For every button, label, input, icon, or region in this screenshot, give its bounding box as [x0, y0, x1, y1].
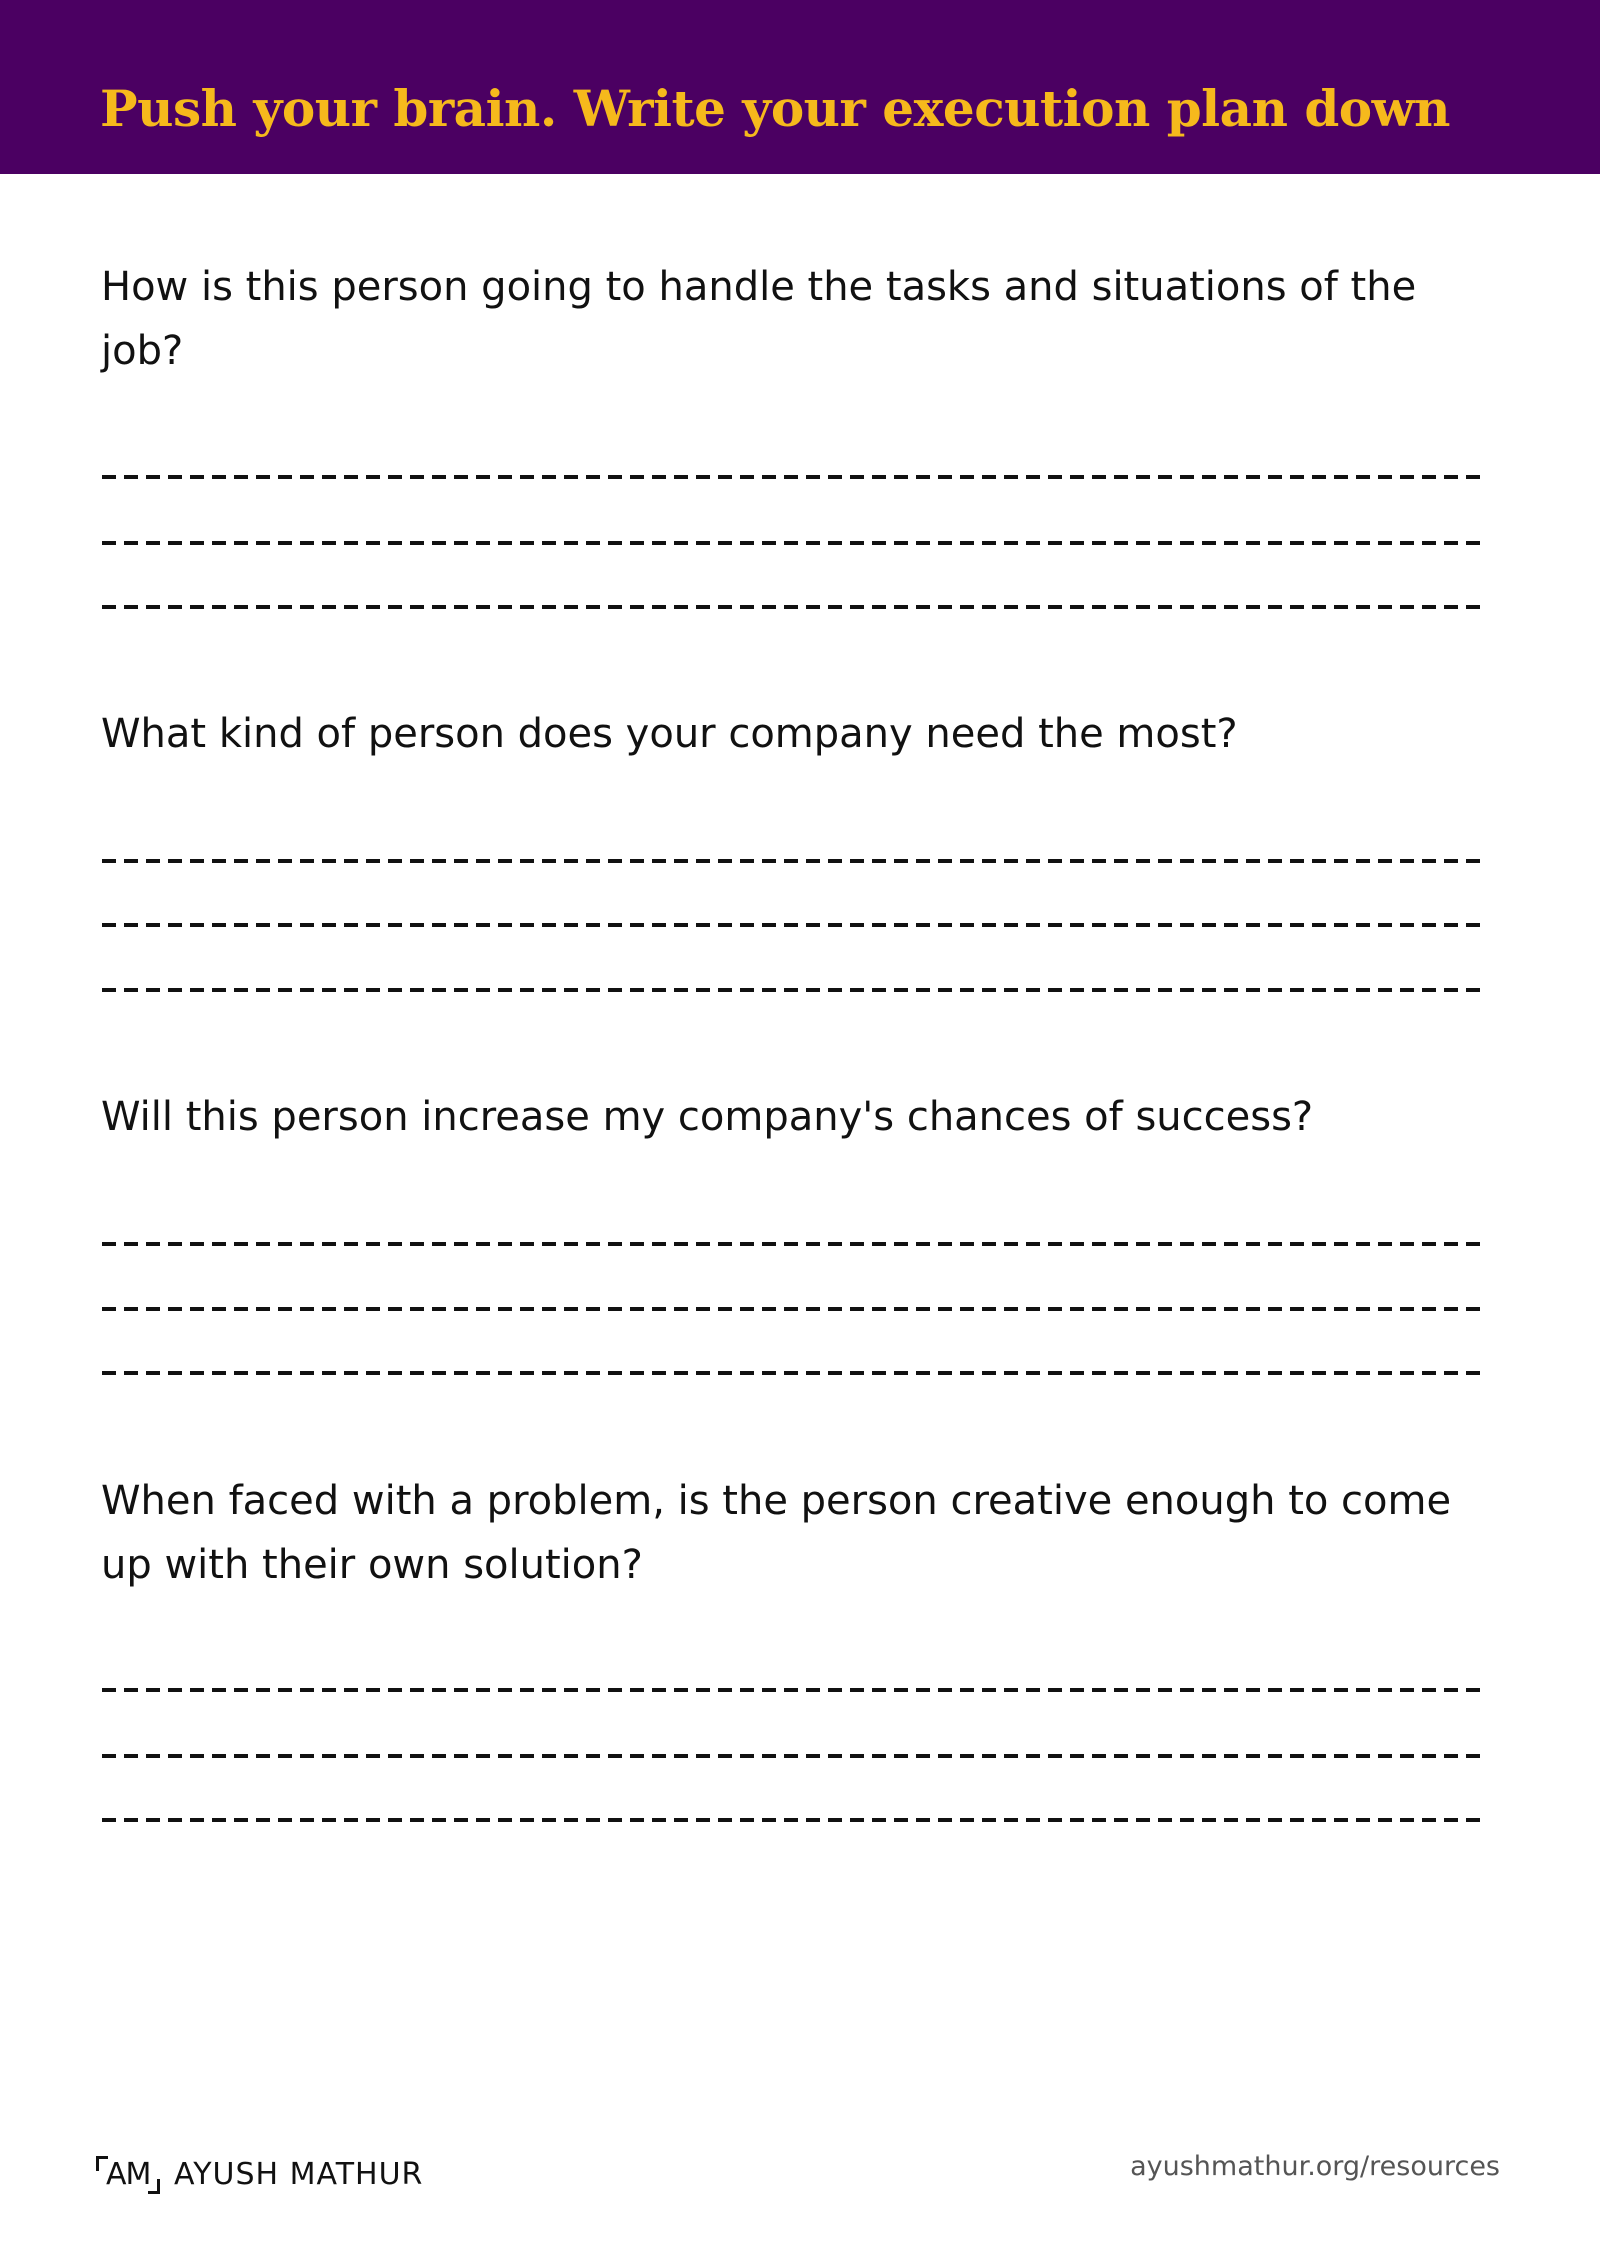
answer-line-4-3[interactable] — [102, 1818, 1488, 1822]
footer-url-link[interactable]: ayushmathur.org/resources — [1130, 2151, 1500, 2182]
logo-mark-text: AM — [106, 2157, 151, 2192]
question-1: How is this person going to handle the tasks and situations of the job? — [101, 264, 1417, 374]
header-banner — [0, 0, 1600, 174]
answer-line-1-1[interactable] — [102, 475, 1488, 479]
answer-line-2-1[interactable] — [102, 859, 1488, 863]
question-4: When faced with a problem, is the person creative enough to come up with their own solution? — [101, 1478, 1452, 1588]
brand-logo — [94, 2150, 423, 2200]
logo-mark-icon — [94, 2152, 162, 2198]
page-title: Push your brain. Write your execution plan down — [100, 79, 1451, 138]
brand-name: AYUSH MATHUR — [174, 2157, 424, 2192]
answer-line-1-3[interactable] — [102, 605, 1488, 609]
answer-line-3-3[interactable] — [102, 1371, 1488, 1375]
answer-line-2-2[interactable] — [102, 923, 1488, 927]
answer-line-4-2[interactable] — [102, 1754, 1488, 1758]
answer-line-3-2[interactable] — [102, 1307, 1488, 1311]
question-2: What kind of person does your company need the most? — [101, 711, 1238, 757]
answer-line-3-1[interactable] — [102, 1242, 1488, 1246]
answer-line-1-2[interactable] — [102, 541, 1488, 545]
question-3: Will this person increase my company's chances of success? — [101, 1094, 1314, 1140]
answer-line-2-3[interactable] — [102, 988, 1488, 992]
answer-line-4-1[interactable] — [102, 1688, 1488, 1692]
